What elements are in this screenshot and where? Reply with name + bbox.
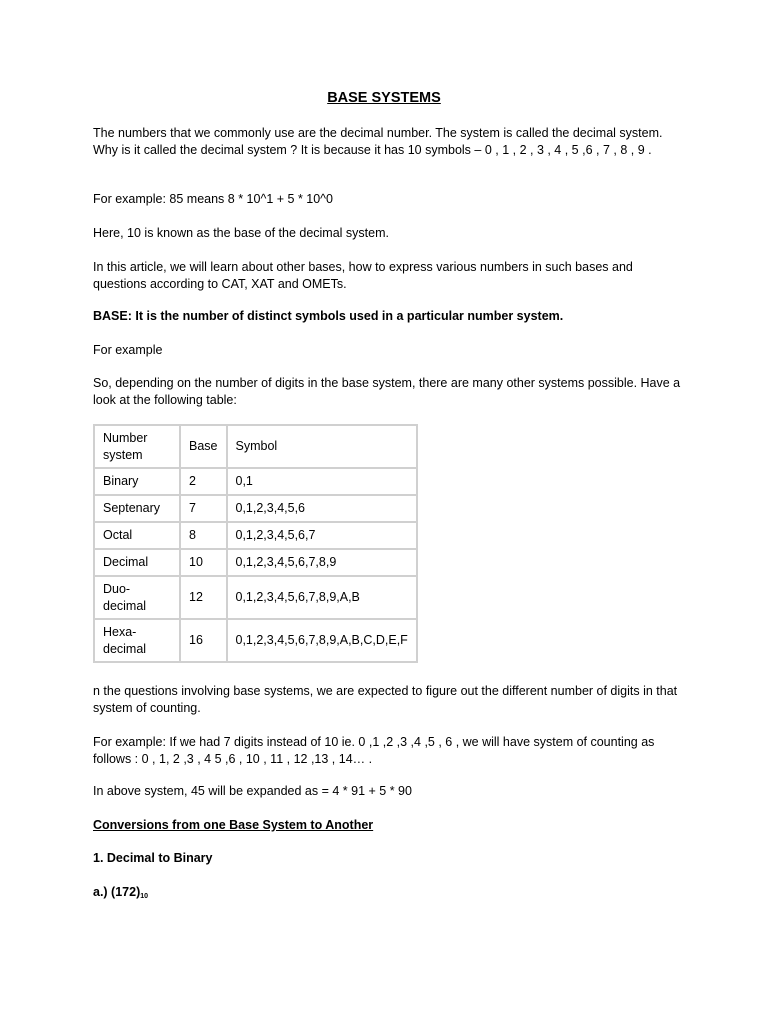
table-row — [94, 549, 417, 576]
decimal-to-binary-heading: 1. Decimal to Binary — [93, 851, 213, 865]
cell-system: Binary — [94, 468, 180, 495]
table-row — [94, 468, 417, 495]
conversions-heading: Conversions from one Base System to Another — [93, 818, 374, 832]
example-a-subscript: 10 — [140, 893, 149, 900]
cell-symbol: 0,1 — [227, 468, 417, 495]
header-symbol: Symbol — [227, 425, 417, 468]
base-note-paragraph: Here, 10 is known as the base of the decimal system. — [93, 226, 389, 240]
article-paragraph: In this article, we will learn about other bases, how to express various numbers in such bases and questions according to CAT, XAT and OMETs. — [93, 260, 633, 291]
table-header-row — [94, 425, 417, 468]
cell-base: 8 — [180, 522, 227, 549]
example-a-line — [93, 884, 683, 906]
cell-base: 16 — [180, 619, 227, 662]
cell-base: 7 — [180, 495, 227, 522]
cell-base: 12 — [180, 576, 227, 619]
table-row — [94, 522, 417, 549]
cell-symbol: 0,1,2,3,4,5,6,7 — [227, 522, 417, 549]
example-paragraph: For example: 85 means 8 * 10^1 + 5 * 10^0 — [93, 192, 333, 206]
cell-system: Septenary — [94, 495, 180, 522]
cell-base: 2 — [180, 468, 227, 495]
expanded-paragraph: In above system, 45 will be expanded as = 4 * 91 + 5 * 90 — [93, 784, 412, 798]
table-row — [94, 495, 417, 522]
page-title: BASE SYSTEMS — [327, 90, 441, 106]
intro-paragraph: The numbers that we commonly use are the decimal number. The system is called the decimal system. Why is it called the decimal system ? It is because it has 10 symbols – 0 , 1 , 2 , 3 , 4 , 5 ,6 , 7 , 8 , 9 . — [93, 126, 663, 157]
header-base: Base — [180, 425, 227, 468]
example-a-text: a.) (172) — [93, 885, 141, 899]
for-example-line: For example — [93, 343, 163, 357]
cell-system: Octal — [94, 522, 180, 549]
questions-paragraph: n the questions involving base systems, we are expected to figure out the different number of digits in that system of counting. — [93, 684, 678, 715]
table-row — [94, 576, 417, 619]
number-systems-table — [93, 424, 418, 663]
cell-symbol: 0,1,2,3,4,5,6,7,8,9,A,B,C,D,E,F — [227, 619, 417, 662]
cell-system: Decimal — [94, 549, 180, 576]
cell-system: Hexa-decimal — [94, 619, 180, 662]
cell-symbol: 0,1,2,3,4,5,6,7,8,9 — [227, 549, 417, 576]
cell-symbol: 0,1,2,3,4,5,6 — [227, 495, 417, 522]
depending-paragraph: So, depending on the number of digits in the base system, there are many other systems possible. Have a look at the following table: — [93, 376, 681, 407]
cell-symbol: 0,1,2,3,4,5,6,7,8,9,A,B — [227, 576, 417, 619]
header-number-system: Number system — [94, 425, 180, 468]
cell-base: 10 — [180, 549, 227, 576]
cell-system: Duo-decimal — [94, 576, 180, 619]
base-definition: BASE: It is the number of distinct symbols used in a particular number system. — [93, 309, 564, 323]
table-row — [94, 619, 417, 662]
example-counting-paragraph: For example: If we had 7 digits instead of 10 ie. 0 ,1 ,2 ,3 ,4 ,5 , 6 , we will have system of counting as follows : 0 , 1, 2 ,3 , 4 5 ,6 , 10 , 11 , 12 ,13 , 14… . — [93, 735, 655, 766]
